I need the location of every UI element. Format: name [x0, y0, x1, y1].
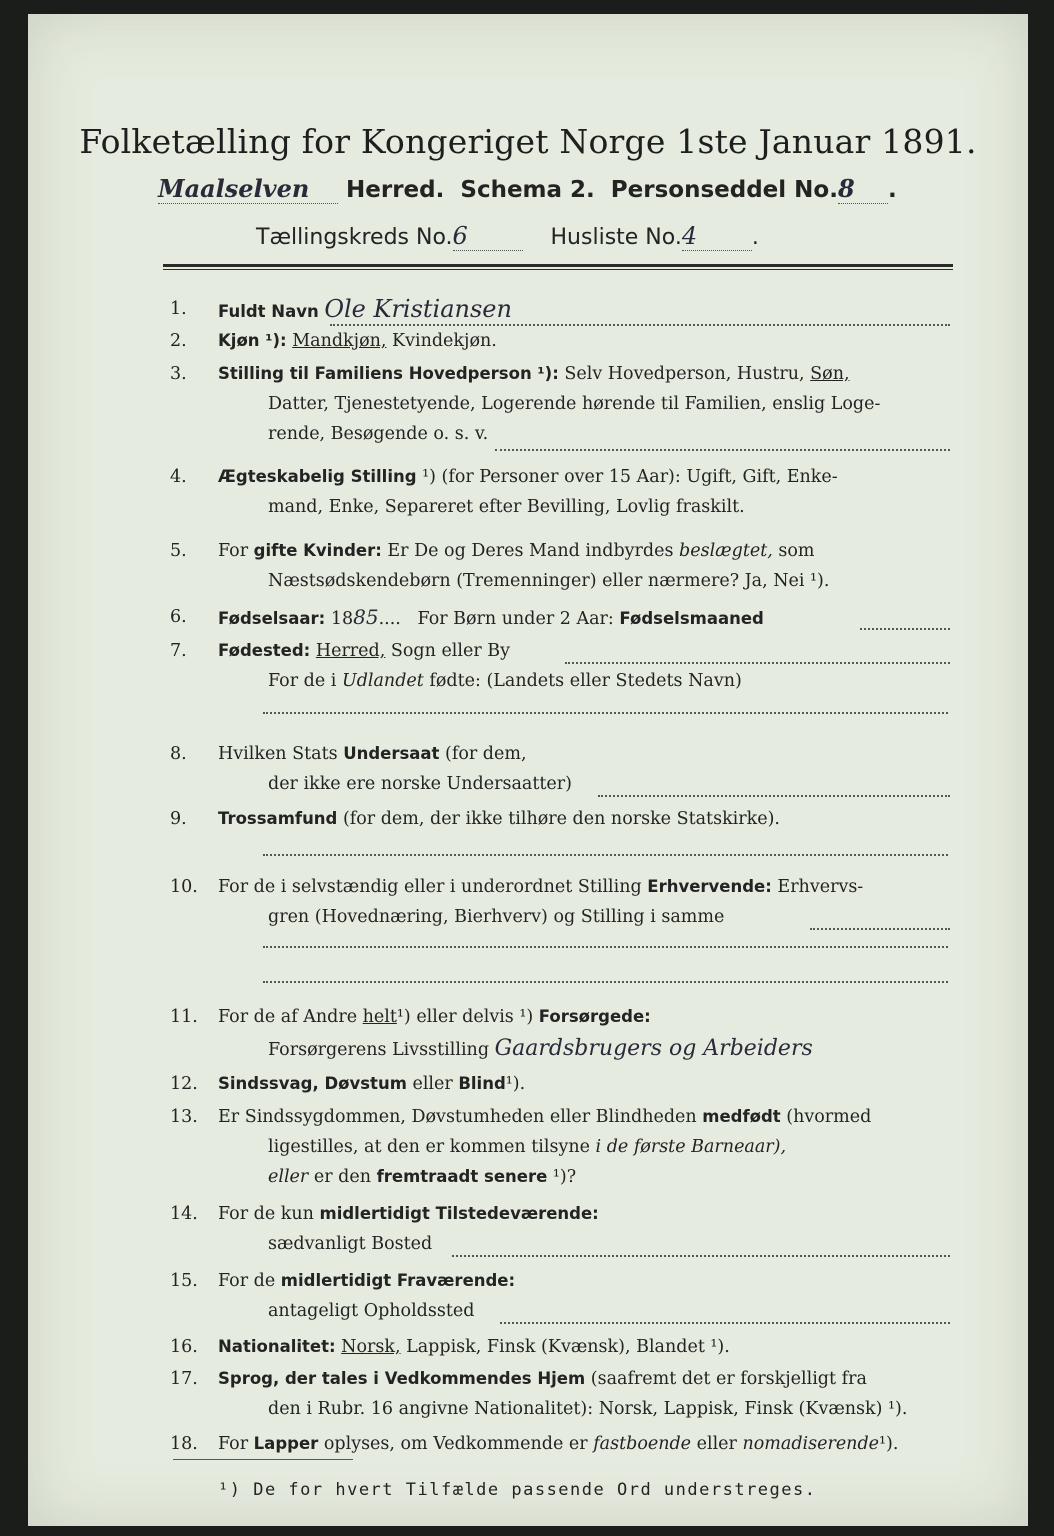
- kreds-value: 6: [453, 222, 523, 251]
- item-label: Sindssvag, Døvstum: [218, 1074, 407, 1093]
- item-label: Sprog, der tales i Vedkommendes Hjem: [218, 1369, 586, 1388]
- item-number: 14.: [170, 1204, 198, 1224]
- item-label: midlertidigt Fraværende:: [280, 1271, 516, 1290]
- item-number: 11.: [170, 1007, 198, 1027]
- nationality-selected: Norsk,: [341, 1337, 401, 1357]
- item-label: Fuldt Navn: [218, 302, 319, 321]
- item-text-italic: nomadiserende: [742, 1434, 880, 1454]
- item-text: ¹).: [505, 1074, 526, 1094]
- item-number: 17.: [170, 1369, 198, 1389]
- item-label: Fødselsmaaned: [619, 609, 764, 628]
- item-label: Fødselsaar:: [218, 609, 326, 628]
- herred-value: Maalselven: [158, 174, 338, 204]
- item-number: 8.: [170, 744, 187, 764]
- item-text: fødte: (Landets eller Stedets Navn): [429, 671, 742, 691]
- item-text: For de i: [268, 671, 337, 691]
- footnote-divider: [173, 1459, 353, 1460]
- blank-line: [263, 946, 948, 948]
- blank-line: [263, 854, 948, 856]
- item-number: 12.: [170, 1074, 198, 1094]
- item-text: (saafremt det er forskjelligt fra: [590, 1369, 867, 1389]
- item-text: den i Rubr. 16 angivne Nationalitet): Norsk, Lappisk, Finsk (Kvænsk) ¹).: [268, 1399, 908, 1419]
- item-text: Lappisk, Finsk (Kvænsk), Blandet ¹).: [406, 1337, 730, 1357]
- item-number: 9.: [170, 809, 187, 829]
- husliste-label: Husliste No.: [550, 225, 682, 250]
- item-number: 7.: [170, 641, 187, 661]
- item-label: Stilling til Familiens Hovedperson ¹):: [218, 364, 559, 383]
- birth-year-value: 85: [353, 605, 379, 629]
- item-label: Erhvervende:: [647, 877, 772, 896]
- item-number: 1.: [170, 299, 187, 319]
- item-text: (hvormed: [786, 1107, 872, 1127]
- blank-line: [263, 981, 948, 983]
- blank-line: [263, 712, 948, 714]
- item-number: 13.: [170, 1107, 198, 1127]
- item-text: Er De og Deres Mand indbyrdes: [387, 541, 674, 561]
- husliste-value: 4: [682, 222, 752, 251]
- item-text: ¹)?: [552, 1167, 577, 1187]
- item-label: fremtraadt senere: [376, 1167, 548, 1186]
- footnote: ¹) De for hvert Tilfælde passende Ord understreges.: [218, 1480, 817, 1500]
- header-line-kreds: Tællingskreds No.6 Husliste No.4 .: [256, 222, 759, 250]
- item-text: ¹).: [879, 1434, 899, 1454]
- item-text-italic: Udlandet: [341, 671, 424, 691]
- census-form: Folketælling for Kongeriget Norge 1ste Januar 1891. Maalselven Herred. Schema 2. Personseddel No.8 . Tællingskreds No.6 Husliste No.4 . 1. Fuldt Navn Ole Kristiansen 2. Kjøn ¹): Mandkjøn, Kvindekjøn. 3. Stilling til Familiens Hovedperson ¹): Selv Hovedperson, Hustru, Søn, Datter, Tjenestetyende, Logerende hørende til Familien, enslig Loge- rende, Besøgende o. s. v. 4. Ægteskabelig Stilling ¹) (for Personer over 15 Aar): Ugift, Gift, Enke- mand, Enke, Separeret efter Bevilling, Lovlig fraskilt. 5. For gifte Kvinder: Er De og Deres Mand indbyrdes beslægtet, som Næstsødskendebørn (Tremenninger) eller nærmere? Ja, Nei ¹). 6. Fødselsaar: 1885.... For Børn under 2 Aar: Fødselsmaaned 7. Fødested: Herred, Sogn eller By For de i Udlandet fødte: (Landets eller Stedets Navn) 8. Hvilken Stats Undersaat (for dem, der ikke ere norske Undersaatter) 9. Trossamfund (for dem, der ikke tilhøre den norske Statskirke). 10. For de i selvstændig eller i underordnet Stilling Erhvervende: Erhvervs- gren (Hovednæring, Bierhverv) og Stilling i samme 11. For de af Andre helt¹) eller delvis ¹) Forsørgede: Forsørgerens Livsstilling Gaardsbrugers og Arbeiders 12. Sindssvag, Døvstum eller Blind¹). 13. Er Sindssygdommen, Døvstumheden eller Blindheden medfødt (hvormed ligestilles, at den er kommen tilsyne i de første Barneaar), eller er den fremtraadt senere ¹)? 14. For de kun midlertidigt Tilstedeværende: sædvanligt Bosted 15. For de midlertidigt Fraværende: antageligt Opholdssted 16. Nationalitet: Norsk, Lappisk, Finsk (Kvænsk), Blandet ¹). 17. Sprog, der tales i Vedkommendes Hjem (saafremt det er forskjelligt fra den i Rubr. 16 angivne Nationalitet): Norsk, Lappisk, Finsk (Kvænsk) ¹). 18. For Lapper oplyses, om Vedkommende er fastboende eller nomadiserende¹). ¹) De for hvert Tilfælde passende Ord understreges.: [28, 14, 1028, 1526]
- item-text: ¹) (for Personer over 15 Aar): Ugift, Gift, Enke-: [422, 467, 838, 487]
- item-text: For: [218, 1434, 249, 1454]
- item-text: der ikke ere norske Undersaatter): [268, 774, 572, 794]
- position-selected: Søn,: [810, 364, 850, 384]
- item-text-italic: fastboende: [593, 1434, 692, 1454]
- item-text-italic: beslægtet,: [679, 541, 773, 561]
- item-label: Undersaat: [343, 744, 440, 763]
- birthplace-selected: Herred,: [315, 641, 386, 661]
- item-text: rende, Besøgende o. s. v.: [268, 424, 489, 444]
- item-text: antageligt Opholdssted: [268, 1301, 475, 1321]
- item-number: 4.: [170, 467, 187, 487]
- item-number: 10.: [170, 877, 198, 897]
- item-label: Kjøn ¹):: [218, 331, 287, 350]
- item-label: Blind: [458, 1074, 506, 1093]
- item-label: Trossamfund: [218, 809, 338, 828]
- item-text: Er Sindssygdommen, Døvstumheden eller Blindheden: [218, 1107, 697, 1127]
- item-text: mand, Enke, Separeret efter Bevilling, Lovlig fraskilt.: [268, 497, 745, 517]
- gender-selected: Mandkjøn,: [292, 331, 387, 351]
- item-label: Nationalitet:: [218, 1337, 336, 1356]
- item-label: gifte Kvinder:: [253, 541, 382, 560]
- item-text: (for dem,: [445, 744, 527, 764]
- header-line-herred: Maalselven Herred. Schema 2. Personseddel No.8 .: [158, 174, 897, 203]
- item-text: For de: [218, 1271, 276, 1291]
- item-text: Forsørgerens Livsstilling: [268, 1040, 490, 1060]
- item-text: eller: [412, 1074, 453, 1094]
- provider-occupation-value: Gaardsbrugers og Arbeiders: [494, 1036, 813, 1061]
- herred-label: Herred.: [346, 177, 445, 203]
- item-text: Sogn eller By: [390, 641, 511, 661]
- item-text: For Børn under 2 Aar:: [417, 609, 614, 629]
- item-label: Forsørgede:: [538, 1007, 651, 1026]
- item-label: Lapper: [253, 1434, 319, 1453]
- full-name-value: Ole Kristiansen: [324, 295, 512, 323]
- item-text: som: [778, 541, 815, 561]
- item-text: oplyses, om Vedkommende er: [323, 1434, 588, 1454]
- item-label: Fødested:: [218, 641, 311, 660]
- schema-label: Schema 2.: [460, 177, 595, 203]
- birth-year-prefix: 18: [330, 609, 354, 629]
- item-number: 2.: [170, 331, 187, 351]
- item-number: 18.: [170, 1434, 198, 1454]
- item-text: gren (Hovednæring, Bierhverv) og Stilling i samme: [268, 907, 725, 927]
- header-divider-thin: [163, 269, 953, 270]
- item-text: Næstsødskendebørn (Tremenninger) eller nærmere? Ja, Nei ¹).: [268, 571, 830, 591]
- item-text: Selv Hovedperson, Hustru,: [564, 364, 805, 384]
- item-label: Ægteskabelig Stilling: [218, 467, 417, 486]
- form-title: Folketælling for Kongeriget Norge 1ste Januar 1891.: [79, 122, 977, 161]
- item-text: For de i selvstændig eller i underordnet Stilling: [218, 877, 642, 897]
- item-text: er den: [313, 1167, 371, 1187]
- item-text: ligestilles, at den er kommen tilsyne: [268, 1137, 590, 1157]
- personseddel-value: 8: [838, 174, 888, 204]
- personseddel-label: Personseddel No.: [610, 177, 838, 203]
- item-text: For de af Andre: [218, 1007, 358, 1027]
- gender-option: Kvindekjøn.: [392, 331, 497, 351]
- support-selected: helt: [362, 1007, 397, 1027]
- item-text: sædvanligt Bosted: [268, 1234, 433, 1254]
- item-text-italic: eller: [268, 1167, 309, 1187]
- item-number: 15.: [170, 1271, 198, 1291]
- item-number: 5.: [170, 541, 187, 561]
- item-text: eller: [696, 1434, 737, 1454]
- item-label: medfødt: [702, 1107, 781, 1126]
- header-divider: [163, 264, 953, 267]
- kreds-label: Tællingskreds No.: [256, 225, 453, 250]
- item-text: ¹) eller delvis ¹): [396, 1007, 534, 1027]
- item-text: For: [218, 541, 249, 561]
- item-text: (for dem, der ikke tilhøre den norske Statskirke).: [342, 809, 780, 829]
- item-text: Datter, Tjenestetyende, Logerende hørende til Familien, enslig Loge-: [268, 394, 881, 414]
- item-number: 6.: [170, 607, 187, 627]
- item-text-italic: i de første Barneaar),: [595, 1137, 787, 1157]
- item-number: 3.: [170, 364, 187, 384]
- item-label: midlertidigt Tilstedeværende:: [319, 1204, 599, 1223]
- item-text: For de kun: [218, 1204, 314, 1224]
- item-number: 16.: [170, 1337, 198, 1357]
- item-text: Erhvervs-: [777, 877, 864, 897]
- item-text: Hvilken Stats: [218, 744, 338, 764]
